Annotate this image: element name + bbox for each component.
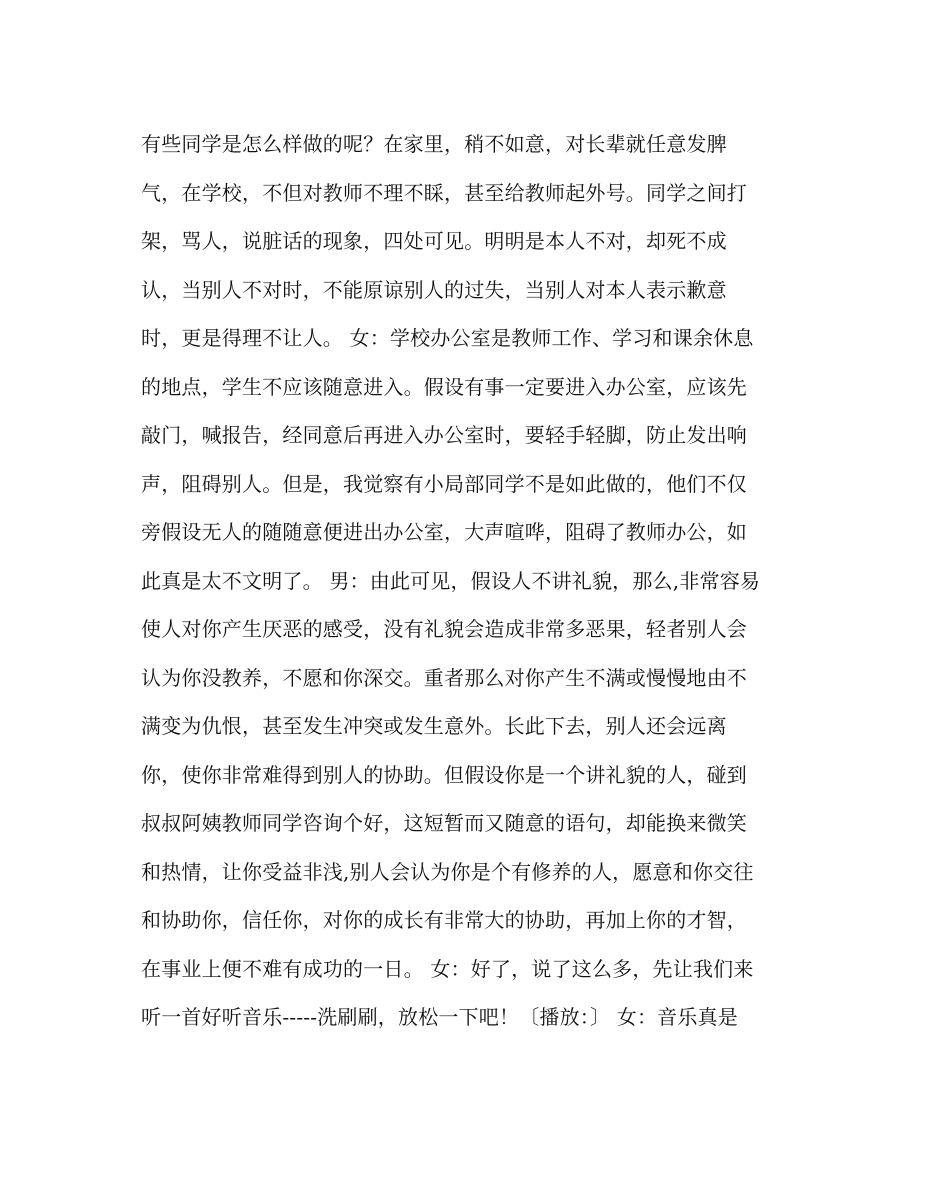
text-line: 架，骂人，说脏话的现象，四处可见。明明是本人不对，却死不成 (141, 229, 727, 253)
text-line: 声，阻碍别人。但是，我觉察有小局部同学不是如此做的，他们不仅 (141, 471, 747, 496)
text-line: 旁假设无人的随随意便进出办公室，大声喧哗，阻碍了教师办公，如 (141, 520, 747, 544)
text-line: 此真是太不文明了。 男：由此可见，假设人不讲礼貌，那么,非常容易 (141, 568, 761, 593)
text-line: 气，在学校，不但对教师不理不睬，甚至给教师起外号。同学之间打 (141, 180, 747, 205)
text-line: 听一首好听音乐-----洗刷刷，放松一下吧！〔播放：〕 女：音乐真是 (141, 1005, 738, 1029)
text-line: 使人对你产生厌恶的感受，没有礼貌会造成非常多恶果，轻者别人会 (141, 617, 747, 641)
text-line: 认为你没教养，不愿和你深交。重者那么对你产生不满或慢慢地由不 (141, 665, 747, 690)
text-line: 时，更是得理不让人。 女：学校办公室是教师工作、学习和课余休息 (141, 326, 754, 350)
text-line: 的地点，学生不应该随意进入。假设有事一定要进入办公室，应该先 (141, 374, 747, 399)
text-line: 叔叔阿姨教师同学咨询个好，这短暂而又随意的语句，却能换来微笑 (141, 811, 747, 835)
body-text (141, 129, 841, 1051)
text-line: 有些同学是怎么样做的呢？在家里，稍不如意，对长辈就任意发脾 (141, 132, 727, 156)
text-line: 满变为仇恨，甚至发生冲突或发生意外。长此下去，别人还会远离 (141, 714, 727, 738)
text-line: 敲门，喊报告，经同意后再进入办公室时，要轻手轻脚，防止发出响 (141, 423, 747, 447)
text-line: 和热情，让你受益非浅,别人会认为你是个有修养的人，愿意和你交往 (141, 859, 754, 884)
text-line: 你，使你非常难得到别人的协助。但假设你是一个讲礼貌的人，碰到 (141, 762, 747, 787)
text-line: 在事业上便不难有成功的一日。 女：好了，说了这么多，先让我们来 (141, 956, 754, 981)
text-line: 认，当别人不对时，不能原谅别人的过失，当别人对本人表示歉意 (141, 277, 727, 302)
text-line: 和协助你，信任你，对你的成长有非常大的协助，再加上你的才智， (141, 908, 747, 932)
